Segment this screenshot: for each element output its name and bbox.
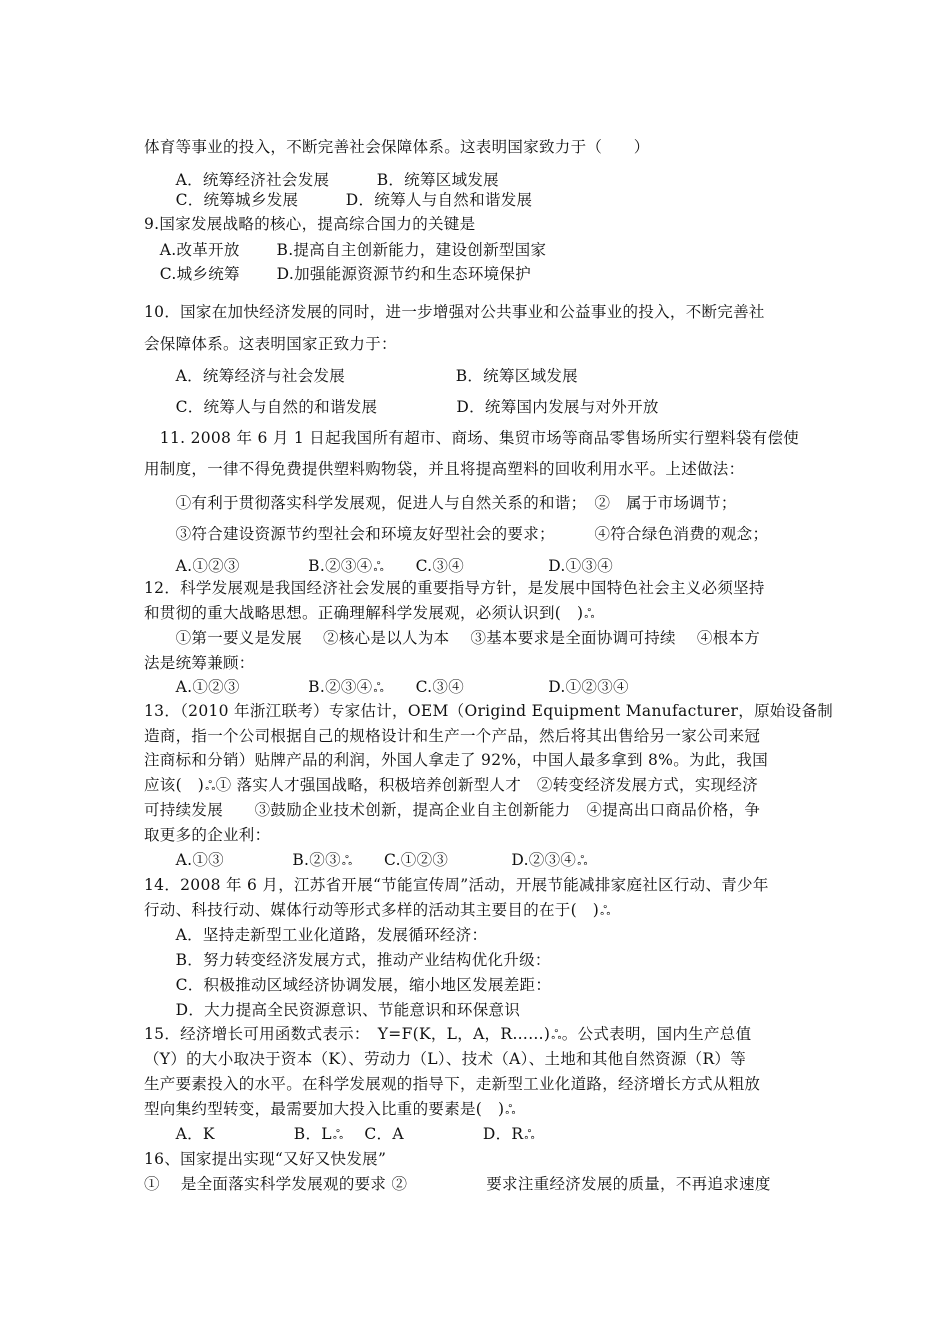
text-line: 法是统筹兼顾： bbox=[144, 654, 255, 672]
text-line: ①第一要义是发展 ②核心是以人为本 ③基本要求是全面协调可持续 ④根本方 bbox=[144, 629, 761, 647]
decorative-glyph-icon: ஃ bbox=[341, 854, 353, 869]
text-line: 会保障体系。这表明国家正致力于： bbox=[144, 335, 397, 353]
text-line: A．统筹经济与社会发展 B．统筹区域发展 bbox=[144, 367, 578, 385]
text-line: 应该( )ஃ① 落实人才强国战略，积极培养创新型人才 ②转变经济发展方式，实现经济 bbox=[144, 775, 758, 797]
text-line: A．统筹经济社会发展 B．统筹区域发展 bbox=[144, 171, 499, 189]
text-line: C．统筹城乡发展 D．统筹人与自然和谐发展 bbox=[144, 191, 533, 209]
text-line: 9.国家发展战略的核心，提高综合国力的关键是 bbox=[144, 215, 476, 233]
decorative-glyph-icon: ஃ bbox=[551, 1028, 562, 1043]
text-line: 15．经济增长可用函数式表示： Y=F(K，L，A，R……)ஃ。公式表明，国内生产总值 bbox=[144, 1024, 751, 1046]
decorative-glyph-icon: ஃ bbox=[332, 1128, 344, 1143]
text-line: 16、国家提出实现“又好又快发展” bbox=[144, 1150, 387, 1168]
text-line: ③符合建设资源节约型社会和环境友好型社会的要求； ④符合绿色消费的观念； bbox=[144, 525, 769, 543]
text-line: ①有利于贯彻落实科学发展观，促进人与自然关系的和谐； ② 属于市场调节； bbox=[144, 494, 737, 512]
decorative-glyph-icon: ஃ bbox=[505, 1103, 516, 1118]
decorative-glyph-icon: ஃ bbox=[373, 681, 384, 696]
text-line: 型向集约型转变，最需要加大投入比重的要素是( )ஃ bbox=[144, 1099, 516, 1121]
text-line: D．大力提高全民资源意识、节能意识和环保意识 bbox=[144, 1001, 521, 1019]
text-line: 生产要素投入的水平。在科学发展观的指导下，走新型工业化道路，经济增长方式从粗放 bbox=[144, 1075, 761, 1093]
text-line: 造商，指一个公司根据自己的规格设计和生产一个产品，然后将其出售给另一家公司来冠 bbox=[144, 727, 761, 745]
text-line: 行动、科技行动、媒体行动等形式多样的活动其主要目的在于( )ஃ bbox=[144, 900, 611, 922]
text-line: 14．2008 年 6 月，江苏省开展“节能宣传周”活动，开展节能减排家庭社区行动、青少年 bbox=[144, 876, 769, 894]
text-line: A.改革开放 B.提高自主创新能力，建设创新型国家 bbox=[144, 241, 547, 259]
text-line: C．积极推动区域经济协调发展，缩小地区发展差距： bbox=[144, 976, 552, 994]
decorative-glyph-icon: ஃ bbox=[577, 854, 588, 869]
text-line: 用制度，一律不得免费提供塑料购物袋，并且将提高塑料的回收利用水平。上述做法： bbox=[144, 460, 745, 478]
text-line: 体育等事业的投入，不断完善社会保障体系。这表明国家致力于（ ） bbox=[144, 138, 650, 156]
decorative-glyph-icon: ஃ bbox=[584, 607, 595, 622]
text-line: 13．（2010 年浙江联考）专家估计，OEM（Origind Equipment Manufacturer，原始设备制 bbox=[144, 702, 834, 720]
text-line: ① 是全面落实科学发展观的要求 ② 要求注重经济发展的质量，不再追求速度 bbox=[144, 1175, 771, 1193]
decorative-glyph-icon: ஃ bbox=[373, 560, 384, 575]
text-line: A.①②③ B.②③④ஃ C.③④ D.①②③④ bbox=[144, 677, 629, 699]
text-line: C．统筹人与自然的和谐发展 D．统筹国内发展与对外开放 bbox=[144, 398, 659, 416]
text-line: 11. 2008 年 6 月 1 日起我国所有超市、商场、集贸市场等商品零售场所实行塑料袋有偿使 bbox=[144, 429, 800, 447]
text-line: 可持续发展 ③鼓励企业技术创新，提高企业自主创新能力 ④提高出口商品价格，争 bbox=[144, 801, 761, 819]
text-line: 注商标和分销）贴牌产品的利润，外国人拿走了 92%，中国人最多拿到 8%。为此，我国 bbox=[144, 751, 768, 769]
text-line: 取更多的企业利： bbox=[144, 826, 271, 844]
text-line: 10．国家在加快经济发展的同时，进一步增强对公共事业和公益事业的投入，不断完善社 bbox=[144, 303, 765, 321]
text-line: 和贯彻的重大战略思想。正确理解科学发展观，必须认识到( )ஃ bbox=[144, 603, 595, 625]
text-line: （Y）的大小取决于资本（K）、劳动力（L）、技术（A）、土地和其他自然资源（R）等 bbox=[144, 1050, 747, 1068]
text-line: C.城乡统筹 D.加强能源资源节约和生态环境保护 bbox=[144, 265, 532, 283]
text-line: A.①③ B.②③ஃ C.①②③ D.②③④ஃ bbox=[144, 850, 588, 872]
decorative-glyph-icon: ஃ bbox=[205, 779, 216, 794]
text-line: B．努力转变经济发展方式，推动产业结构优化升级： bbox=[144, 951, 551, 969]
text-line: A．K B．Lஃ C．A D．Rஃ bbox=[144, 1124, 535, 1146]
decorative-glyph-icon: ஃ bbox=[524, 1128, 535, 1143]
decorative-glyph-icon: ஃ bbox=[600, 904, 611, 919]
text-line: A.①②③ B.②③④ஃ C.③④ D.①③④ bbox=[144, 556, 613, 578]
text-line: A．坚持走新型工业化道路，发展循环经济： bbox=[144, 926, 488, 944]
text-line: 12．科学发展观是我国经济社会发展的重要指导方针，是发展中国特色社会主义必须坚持 bbox=[144, 579, 765, 597]
